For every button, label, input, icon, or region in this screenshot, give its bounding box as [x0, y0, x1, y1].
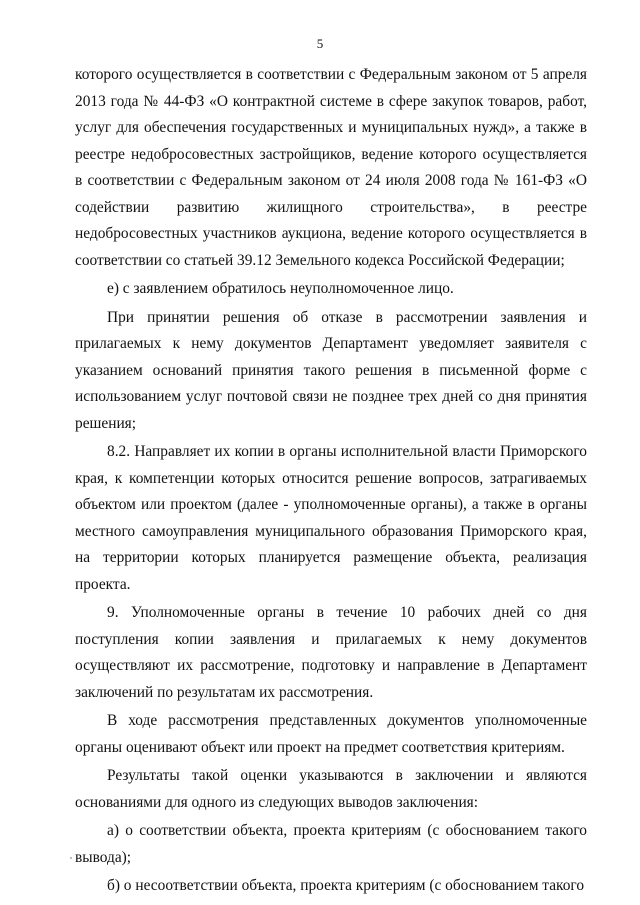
text-line: б) о несоответствии объекта, проекта критериям (с обоснованием такого — [107, 877, 585, 894]
text-line: заключений по результатам их рассмотрения. — [75, 683, 374, 701]
paragraph-9 — [75, 600, 587, 706]
scan-speck — [70, 857, 72, 859]
text-line: недобросовестных участников аукциона, ведение которого осуществляется — [75, 225, 575, 242]
paragraph-review-process — [75, 708, 587, 761]
paragraph-item-b — [75, 873, 587, 900]
text-line: основаниями для одного из следующих выводов заключения: — [75, 793, 479, 811]
paragraph-assessment-results — [75, 763, 587, 816]
text-line: е) с заявлением обратилось неуполномоченное лицо. — [107, 280, 454, 297]
paragraph-item-e — [75, 276, 587, 303]
text-line: использованием услуг почтовой связи не позднее трех дней со дня принятия — [75, 388, 587, 405]
text-line: и прилагаемых к нему документов Департамент уведомляет заявителя — [75, 308, 587, 352]
text-line: При принятии решения об отказе в рассмотрении заявления — [107, 308, 566, 326]
text-line: соответствии с Федеральным законом от 24 июля 2008 года № 161-ФЗ — [87, 172, 564, 189]
text-line: Результаты такой оценки указываются в заключении и являются — [107, 767, 587, 784]
text-line: местного самоуправления муниципального образования Приморского края, на — [75, 522, 587, 566]
text-line: объектом или проектом (далее - уполномоченные органы), а также в органы — [75, 496, 587, 513]
paragraph-refusal-notice — [75, 305, 587, 438]
paragraph-item-a — [75, 818, 587, 871]
text-line: с указанием оснований принятия такого решения в письменной форме с — [75, 335, 587, 379]
text-line: территории которых планируется размещение объекта, реализация проекта. — [75, 549, 588, 593]
text-line: органы оценивают объект или проект на предмет соответствия критериям. — [75, 738, 565, 756]
text-line: поступления копии заявления и прилагаемых к нему документов — [75, 630, 587, 648]
text-line: 2013 года № 44-ФЗ «О контрактной системе в сфере закупок товаров, работ, — [75, 92, 587, 110]
document-body — [75, 62, 587, 900]
text-line: решения; — [75, 414, 137, 432]
text-line: вывода); — [75, 848, 132, 866]
text-line: края, к компетенции которых относится решение вопросов, затрагиваемых — [75, 469, 587, 487]
text-line: осуществляют их рассмотрение, подготовку и направление в Департамент — [75, 657, 587, 674]
text-line: 9. Уполномоченные органы в течение 10 рабочих дней со дня — [107, 604, 587, 621]
page-number: 5 — [316, 36, 324, 51]
text-line: В ходе рассмотрения представленных документов уполномоченные — [107, 712, 587, 729]
text-line: услуг для обеспечения государственных и муниципальных нужд», а также в — [75, 119, 587, 136]
text-line: а) о соответствии объекта, проекта критериям (с обоснованием такого — [107, 822, 587, 839]
text-line: которого осуществляется в соответствии с Федеральным законом от 5 апреля — [75, 66, 587, 83]
text-line: «О содействии развитию жилищного строительства», в реестре — [75, 172, 587, 216]
text-line: 8.2. Направляет их копии в органы исполнительной власти Приморского — [107, 443, 587, 460]
text-line: в соответствии со статьей 39.12 Земельного кодекса Российской Федерации; — [75, 225, 587, 269]
paragraph-registry-continuation — [75, 62, 587, 274]
text-line: реестре недобросовестных застройщиков, ведение которого осуществляется в — [75, 145, 587, 189]
paragraph-8-2 — [75, 439, 587, 598]
